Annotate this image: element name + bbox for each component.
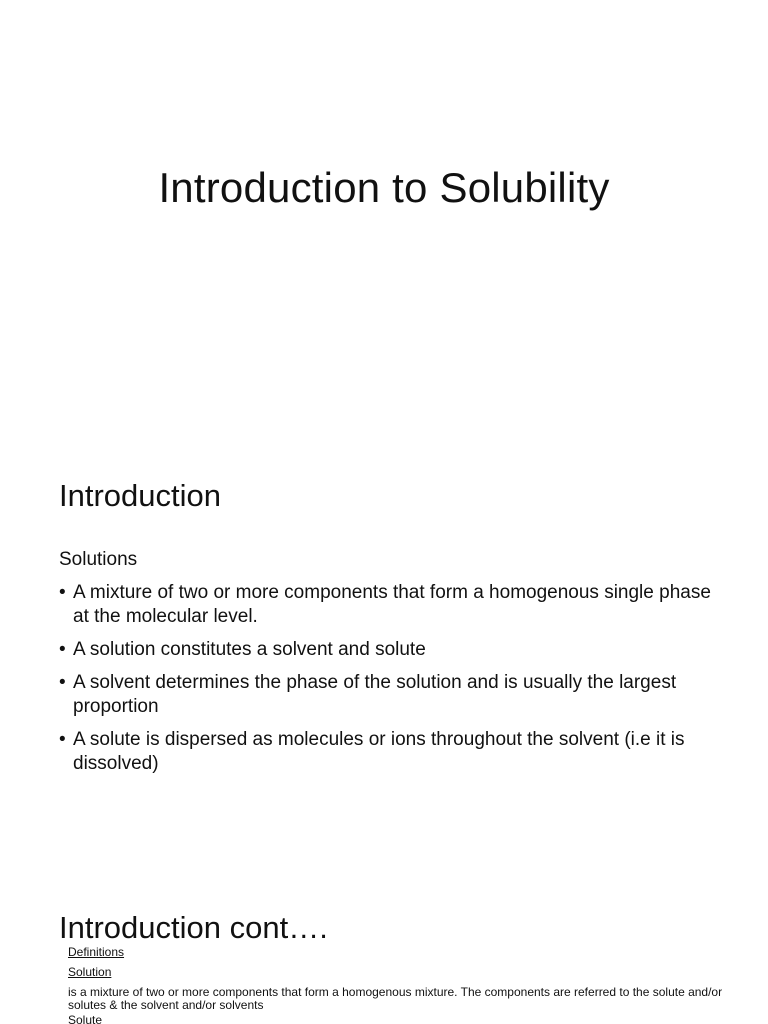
bullet-item (59, 728, 719, 776)
bullet-item (59, 581, 719, 629)
bullet-text: A solute is dispersed as molecules or ions throughout the solvent (i.e it is dissolved) (73, 729, 685, 774)
solution-label: Solution (68, 965, 112, 979)
slide-heading: Introduction cont…. (59, 910, 328, 945)
bullet-text: A solvent determines the phase of the solution and is usually the largest proportion (73, 672, 677, 717)
bullet-icon: • (59, 729, 66, 750)
slide-introduction-cont (0, 864, 768, 1024)
bullet-text: A mixture of two or more components that form a homogenous single phase at the molecular level. (73, 582, 711, 627)
bullet-item (59, 671, 719, 719)
slide-heading: Introduction (59, 478, 221, 513)
slide-title (0, 0, 768, 432)
slide-title-text: Introduction to Solubility (158, 164, 610, 211)
solute-label: Solute (68, 1013, 103, 1024)
bullet-text: A solution constitutes a solvent and solute (73, 639, 426, 660)
bullet-list (59, 581, 719, 785)
bullet-item (59, 638, 719, 662)
subheading-solutions: Solutions (59, 549, 138, 570)
definitions-block (68, 946, 728, 1024)
bullet-icon: • (59, 672, 66, 693)
definitions-label: Definitions (68, 945, 125, 959)
slide-introduction (0, 432, 768, 864)
bullet-icon: • (59, 582, 66, 603)
solution-definition: is a mixture of two or more components that form a homogenous mixture. The components are referred to the solute and/or solutes & the solvent and/or solvents (68, 985, 723, 1012)
bullet-icon: • (59, 639, 66, 660)
